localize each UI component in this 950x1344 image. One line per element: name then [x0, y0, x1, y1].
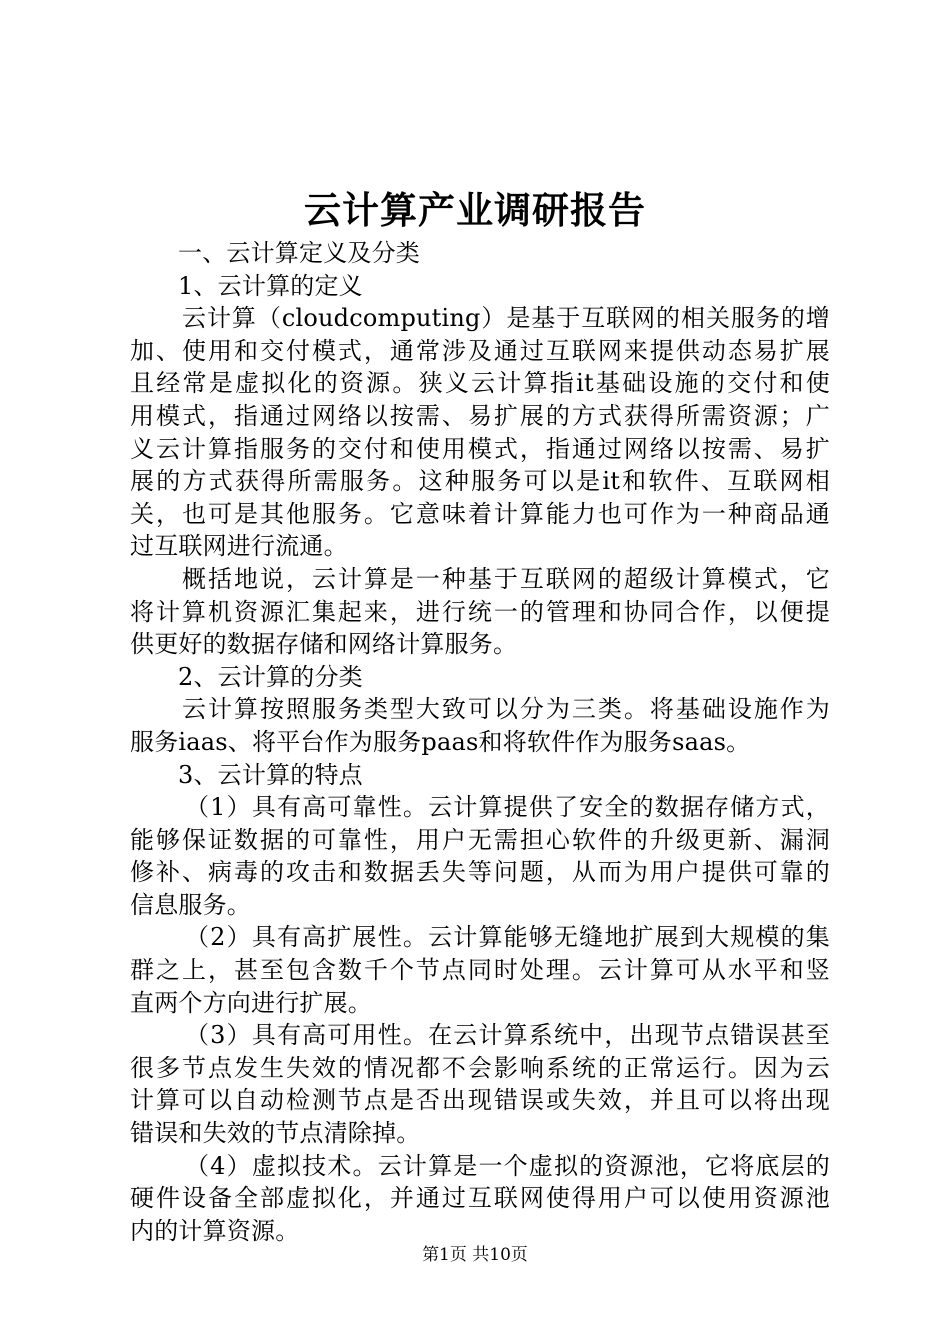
text-line: 计算可以自动检测节点是否出现错误或失效，并且可以将出现: [130, 1086, 830, 1115]
paragraph-feature-1: [130, 791, 830, 921]
paragraph-feature-2: [130, 921, 830, 1019]
text-line: 展的方式获得所需服务。这种服务可以是it和软件、互联网相: [130, 467, 830, 496]
text-line: 概括地说，云计算是一种基于互联网的超级计算模式，它: [182, 564, 830, 593]
text-line: 内的计算资源。: [130, 1216, 300, 1245]
text-line: 能够保证数据的可靠性，用户无需担心软件的升级更新、漏洞: [130, 825, 830, 854]
text-line: 且经常是虚拟化的资源。狭义云计算指it基础设施的交付和使: [130, 369, 830, 398]
text-line: 很多节点发生失效的情况都不会影响系统的正常运行。因为云: [130, 1053, 830, 1082]
paragraph-feature-3: [130, 1019, 830, 1149]
text-line: 硬件设备全部虚拟化，并通过互联网使得用户可以使用资源池: [130, 1184, 830, 1213]
text-line: 用模式，指通过网络以按需、易扩展的方式获得所需资源；广: [130, 401, 830, 430]
text-line: 供更好的数据存储和网络计算服务。: [130, 630, 518, 659]
text-line: （4）虚拟技术。云计算是一个虚拟的资源池，它将底层的: [185, 1151, 830, 1180]
text-line: 义云计算指服务的交付和使用模式，指通过网络以按需、易扩: [130, 434, 830, 463]
text-line: 云计算（cloudcomputing）是基于互联网的相关服务的增: [182, 304, 830, 333]
paragraph-classification: [130, 693, 830, 758]
subsection-heading: 1、云计算的定义: [178, 271, 363, 300]
text-line: 云计算按照服务类型大致可以分为三类。将基础设施作为: [182, 695, 830, 724]
text-line: 过互联网进行流通。: [130, 532, 348, 561]
text-line: 服务iaas、将平台作为服务paas和将软件作为服务saas。: [130, 727, 751, 756]
subsection-heading: 2、云计算的分类: [178, 662, 363, 691]
text-line: 直两个方向进行扩展。: [130, 988, 372, 1017]
document-title: 云计算产业调研报告: [304, 188, 646, 232]
page-footer: 第1页 共10页: [422, 1245, 528, 1265]
text-line: （1）具有高可靠性。云计算提供了安全的数据存储方式，: [185, 793, 830, 822]
section-heading: 一、云计算定义及分类: [178, 239, 420, 267]
paragraph-definition: [130, 302, 830, 563]
text-line: 信息服务。: [130, 890, 251, 919]
text-line: 群之上，甚至包含数千个节点同时处理。云计算可从水平和竖: [130, 956, 830, 985]
subsection-heading: 3、云计算的特点: [178, 760, 363, 789]
text-line: 错误和失效的节点清除掉。: [130, 1119, 421, 1148]
text-line: 关，也可是其他服务。它意味着计算能力也可作为一种商品通: [130, 499, 830, 528]
text-line: 加、使用和交付模式，通常涉及通过互联网来提供动态易扩展: [130, 336, 830, 365]
text-line: 修补、病毒的攻击和数据丢失等问题，从而为用户提供可靠的: [130, 858, 830, 887]
text-line: 将计算机资源汇集起来，进行统一的管理和协同合作，以便提: [130, 597, 830, 626]
text-line: （3）具有高可用性。在云计算系统中，出现节点错误甚至: [185, 1021, 830, 1050]
text-line: （2）具有高扩展性。云计算能够无缝地扩展到大规模的集: [185, 923, 830, 952]
paragraph-summary: [130, 563, 830, 661]
document-body: [130, 237, 830, 1247]
paragraph-feature-4: [130, 1150, 830, 1248]
